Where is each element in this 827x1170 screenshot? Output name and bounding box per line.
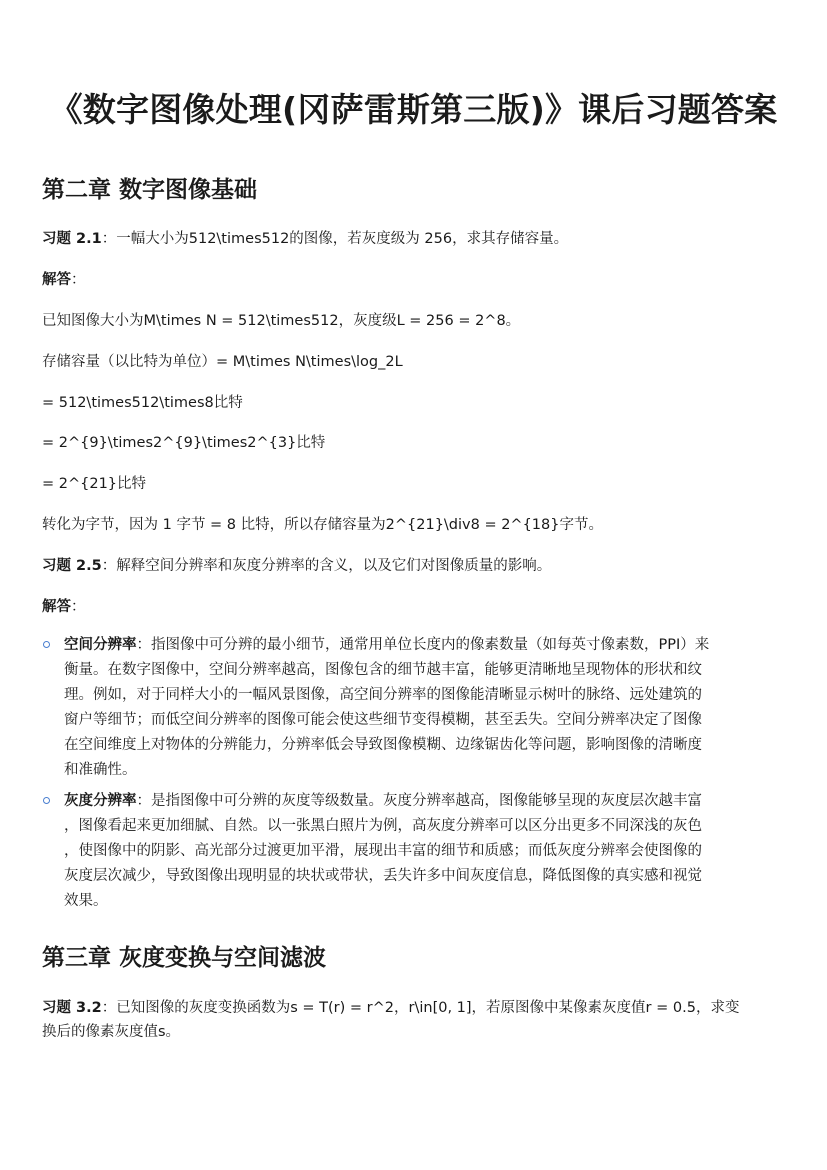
bullet-line: 窗户等细节；而低空间分辨率的图像可能会使这些细节变得模糊，甚至丢失。空间分辨率决定了图像 xyxy=(64,712,702,728)
document-title: 《数字图像处理(冈萨雷斯第三版)》课后习题答案 xyxy=(49,90,778,129)
bullet-line: 和准确性。 xyxy=(64,762,137,778)
chapter-3-heading: 第三章 灰度变换与空间滤波 xyxy=(42,945,327,971)
bullet-line: 灰度层次减少，导致图像出现明显的块状或带状，丢失许多中间灰度信息，降低图像的真实感和视觉 xyxy=(64,868,702,884)
bullet-text: ：是指图像中可分辨的灰度等级数量。灰度分辨率越高，图像能够呈现的灰度层次越丰富 xyxy=(136,793,702,809)
exercise-label: 习题 2.1 xyxy=(42,231,102,247)
answer-heading xyxy=(42,268,802,292)
answer-colon: ： xyxy=(71,272,86,288)
bullet-line: ，使图像中的阴影、高光部分过渡更加平滑，展现出丰富的细节和质感；而低灰度分辨率会使图像的 xyxy=(64,843,702,859)
answer-line: 存储容量（以比特为单位）= M\times N\times\log_2L xyxy=(42,354,403,370)
answer-line: = 2^{21}比特 xyxy=(42,476,147,492)
exercise-text: ：解释空间分辨率和灰度分辨率的含义，以及它们对图像质量的影响。 xyxy=(101,558,552,574)
bullet-line: 理。例如，对于同样大小的一幅风景图像，高空间分辨率的图像能清晰显示树叶的脉络、远处建筑的 xyxy=(64,687,702,703)
bullet-line xyxy=(64,789,702,814)
answer-label: 解答 xyxy=(42,599,71,615)
answer-colon: ： xyxy=(71,599,86,615)
answer-line: 已知图像大小为M\times N = 512\times512，灰度级L = 256 = 2^8。 xyxy=(42,313,521,329)
bullet-circle-icon xyxy=(43,797,50,804)
exercise-label: 习题 3.2 xyxy=(42,1000,102,1016)
exercise-text: ：已知图像的灰度变换函数为s = T(r) = r^2，r\in[0, 1]，若原图像中某像素灰度值r = 0.5，求变 xyxy=(101,1000,740,1016)
exercise-2-5-question xyxy=(42,554,802,578)
answer-label: 解答 xyxy=(42,272,71,288)
exercise-2-1-question xyxy=(42,227,802,251)
bullet-text: ：指图像中可分辨的最小细节，通常用单位长度内的像素数量（如每英寸像素数，PPI）来 xyxy=(136,637,710,653)
bullet-line: 在空间维度上对物体的分辨能力，分辨率低会导致图像模糊、边缘锯齿化等问题，影响图像的清晰度 xyxy=(64,737,702,753)
answer-line: = 512\times512\times8比特 xyxy=(42,395,243,411)
bullet-term: 空间分辨率 xyxy=(64,637,137,653)
answer-heading xyxy=(42,595,802,619)
exercise-text-continued: 换后的像素灰度值s。 xyxy=(42,1024,181,1040)
exercise-3-2-question xyxy=(42,996,802,1020)
exercise-text: ：一幅大小为512\times512的图像，若灰度级为 256，求其存储容量。 xyxy=(101,231,569,247)
chapter-2-heading: 第二章 数字图像基础 xyxy=(42,177,258,203)
list-item-gray-resolution xyxy=(42,789,808,915)
bullet-line: 效果。 xyxy=(64,893,108,909)
bullet-line: ，图像看起来更加细腻、自然。以一张黑白照片为例，高灰度分辨率可以区分出更多不同深浅的灰色 xyxy=(64,818,702,834)
bullet-line xyxy=(64,633,709,658)
bullet-line: 衡量。在数字图像中，空间分辨率越高，图像包含的细节越丰富，能够更清晰地呈现物体的形状和纹 xyxy=(64,662,702,678)
bullet-circle-icon xyxy=(43,641,50,648)
answer-line: 转化为字节，因为 1 字节 = 8 比特，所以存储容量为2^{21}\div8 = 2^{18}字节。 xyxy=(42,517,603,533)
exercise-label: 习题 2.5 xyxy=(42,558,102,574)
list-item-spatial-resolution xyxy=(42,633,808,785)
answer-line: = 2^{9}\times2^{9}\times2^{3}比特 xyxy=(42,435,326,451)
bullet-term: 灰度分辨率 xyxy=(64,793,137,809)
